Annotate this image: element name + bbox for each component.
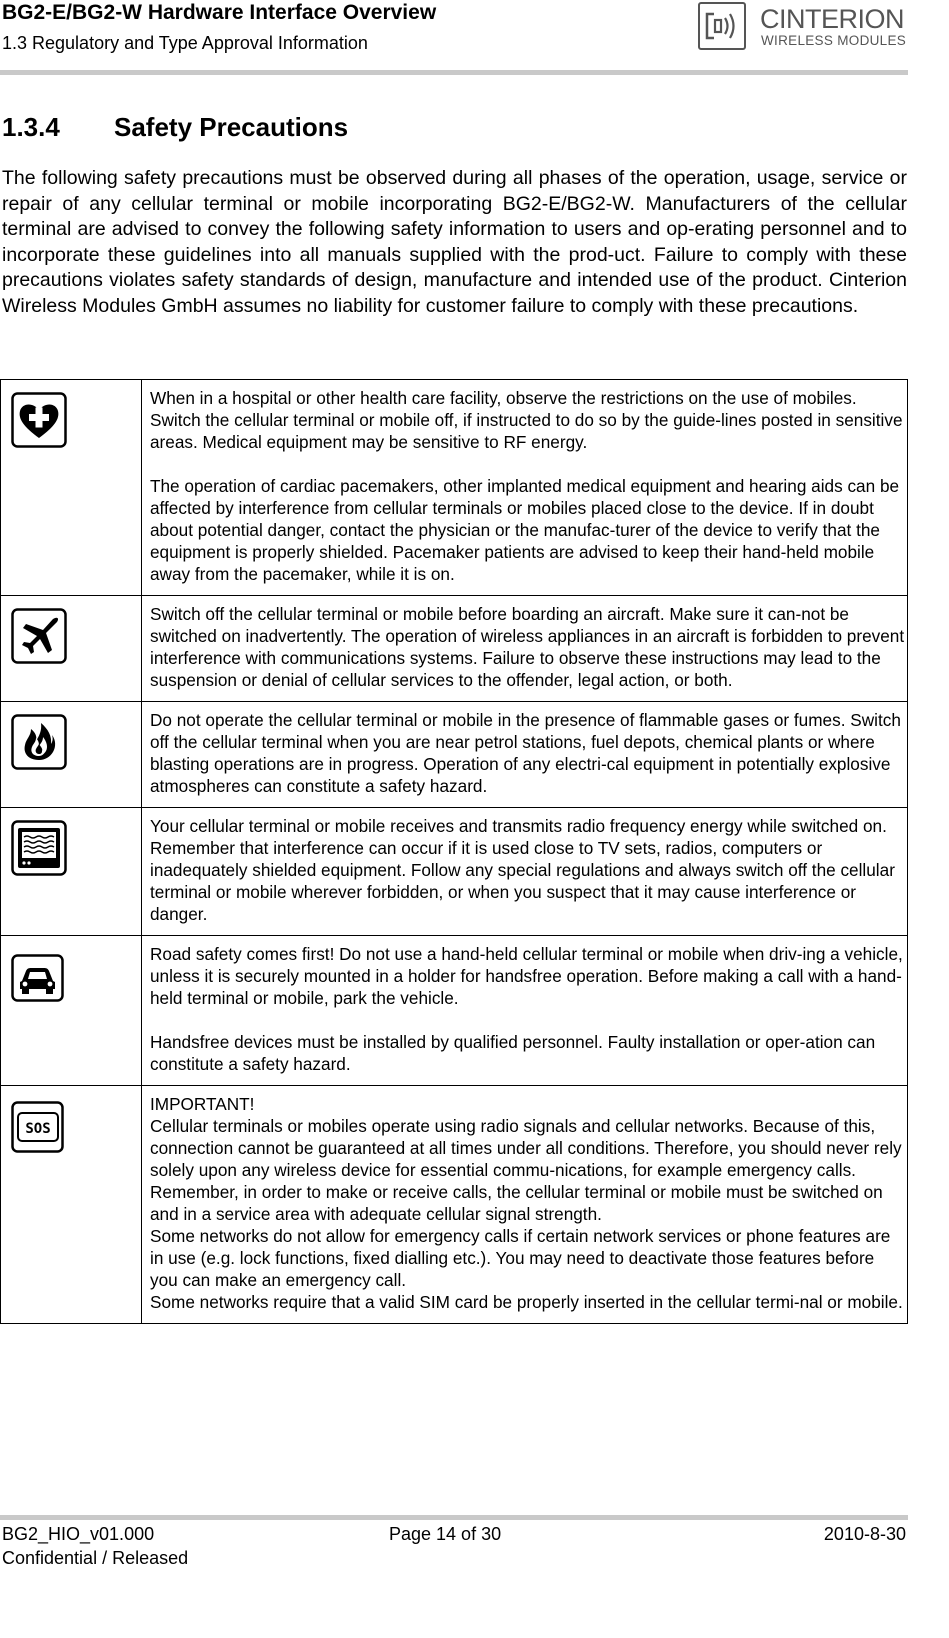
logo-tagline: WIRELESS MODULES	[761, 33, 907, 48]
header-divider	[0, 70, 908, 75]
wireless-signal-icon	[700, 4, 744, 48]
company-logo	[698, 2, 908, 52]
precaution-paragraph: Handsfree devices must be installed by qualified personnel. Faulty installation or oper-ation can constitute a safety hazard.	[150, 1032, 876, 1074]
precaution-paragraph: Some networks do not allow for emergency calls if certain network services or phone features are in use (e.g. lock functions, fixed dialling etc.). You may need to deactivate those features before you can make an emergency call.	[150, 1226, 891, 1290]
icon-cell	[1, 936, 142, 1086]
document-subtitle: 1.3 Regulatory and Type Approval Information	[2, 33, 368, 53]
footer-confidentiality: Confidential / Released	[2, 1548, 189, 1568]
icon-cell	[1, 702, 142, 808]
logo-mark	[698, 2, 746, 50]
logo-wordmark: CINTERION	[760, 4, 904, 34]
precaution-paragraph: When in a hospital or other health care facility, observe the restrictions on the use of mobiles. Switch the cellular terminal or mobile off, if instructed to do so by the guide-lines posted in sensitive areas. Medical equipment may be sensitive to RF energy.	[150, 388, 903, 452]
table-row	[1, 596, 908, 702]
precaution-text	[142, 380, 908, 596]
icon-cell	[1, 808, 142, 936]
precaution-paragraph: Cellular terminals or mobiles operate using radio signals and cellular networks. Because of this, connection cannot be guaranteed at all times under all conditions. Therefore, you should never rely solely upon any wireless device for essential commu-nications, for example emergency calls.	[150, 1116, 902, 1180]
table-row	[1, 380, 908, 596]
precaution-paragraph: The operation of cardiac pacemakers, other implanted medical equipment and hearing aids can be affected by interference from cellular terminals or mobiles placed close to the device. If in doubt about potential danger, contact the physician or the manufac-turer of the device to verify that the equipment is properly shielded. Pacemaker patients are advised to keep their hand-held mobile away from the pacemaker, while it is on.	[150, 476, 900, 584]
precaution-paragraph: Switch off the cellular terminal or mobile before boarding an aircraft. Make sure it can-not be switched on inadvertently. The operation of wireless appliances in an aircraft is forbidden to prevent interference with communications systems. Failure to observe these instructions may lead to the suspension or denial of cellular services to the offender, legal action, or both.	[150, 604, 905, 690]
page-header	[0, 0, 949, 78]
precaution-paragraph: Do not operate the cellular terminal or mobile in the presence of flammable gases or fumes. Switch off the cellular terminal when you are near petrol stations, fuel depots, chemical plants or where blasting operations are in progress. Operation of any electri-cal equipment in potentially explosive atmospheres can constitute a safety hazard.	[150, 710, 901, 796]
precaution-paragraph: Your cellular terminal or mobile receives and transmits radio frequency energy while switched on. Remember that interference can occur if it is used close to TV sets, radios, computers or inadequately shielded equipment. Follow any special regulations and always switch off the cellular terminal or mobile wherever forbidden, or when you suspect that it may cause interference or danger.	[150, 816, 895, 924]
safety-precautions-table	[0, 379, 908, 1324]
footer-date: 2010-8-30	[823, 1524, 906, 1544]
intro-paragraph: The following safety precautions must be observed during all phases of the operation, usage, service or repair of any cellular terminal or mobile incorporating BG2-E/BG2-W. Manufacturers of the cellular terminal are advised to convey the following safety information to users and op-erating personnel and to incorporate these guidelines into all manuals supplied with the prod-uct. Failure to comply with these precautions violates safety standards of design, manufacture and intended use of the product. Cinterion Wireless Modules GmbH assumes no liability for customer failure to comply with these precautions.	[2, 167, 907, 317]
airplane-icon	[11, 608, 67, 664]
precaution-text	[142, 936, 908, 1086]
icon-cell	[1, 596, 142, 702]
table-row	[1, 808, 908, 936]
section-title: Safety Precautions	[114, 112, 349, 142]
flame-icon	[11, 714, 67, 770]
tv-interference-icon	[11, 820, 67, 876]
car-icon	[11, 954, 67, 1010]
sos-icon	[11, 1101, 67, 1157]
precaution-text	[142, 1086, 908, 1324]
icon-cell	[1, 1086, 142, 1324]
precaution-text	[142, 596, 908, 702]
icon-cell	[1, 380, 142, 596]
section-number: 1.3.4	[2, 112, 60, 142]
precaution-paragraph: Remember, in order to make or receive calls, the cellular terminal or mobile must be switched on and in a service area with adequate cellular signal strength.	[150, 1182, 883, 1224]
section-heading	[2, 112, 348, 143]
table-row	[1, 936, 908, 1086]
footer-divider	[0, 1515, 908, 1520]
precaution-text	[142, 808, 908, 936]
precaution-text	[142, 702, 908, 808]
svg-text:SOS: SOS	[25, 1121, 51, 1137]
table-row	[1, 702, 908, 808]
precaution-paragraph: Road safety comes first! Do not use a hand-held cellular terminal or mobile when driv-ing a vehicle, unless it is securely mounted in a holder for handsfree operation. Before making a call with a hand-held terminal or mobile, park the vehicle.	[150, 944, 903, 1008]
medical-cross-icon	[11, 392, 67, 448]
precaution-paragraph: IMPORTANT!	[150, 1094, 255, 1114]
footer-document-id: BG2_HIO_v01.000	[2, 1524, 155, 1544]
precaution-paragraph: Some networks require that a valid SIM card be properly inserted in the cellular termi-nal or mobile.	[150, 1292, 903, 1312]
document-title: BG2-E/BG2-W Hardware Interface Overview	[2, 1, 437, 24]
footer-page-number: Page 14 of 30	[389, 1524, 502, 1544]
table-row	[1, 1086, 908, 1324]
